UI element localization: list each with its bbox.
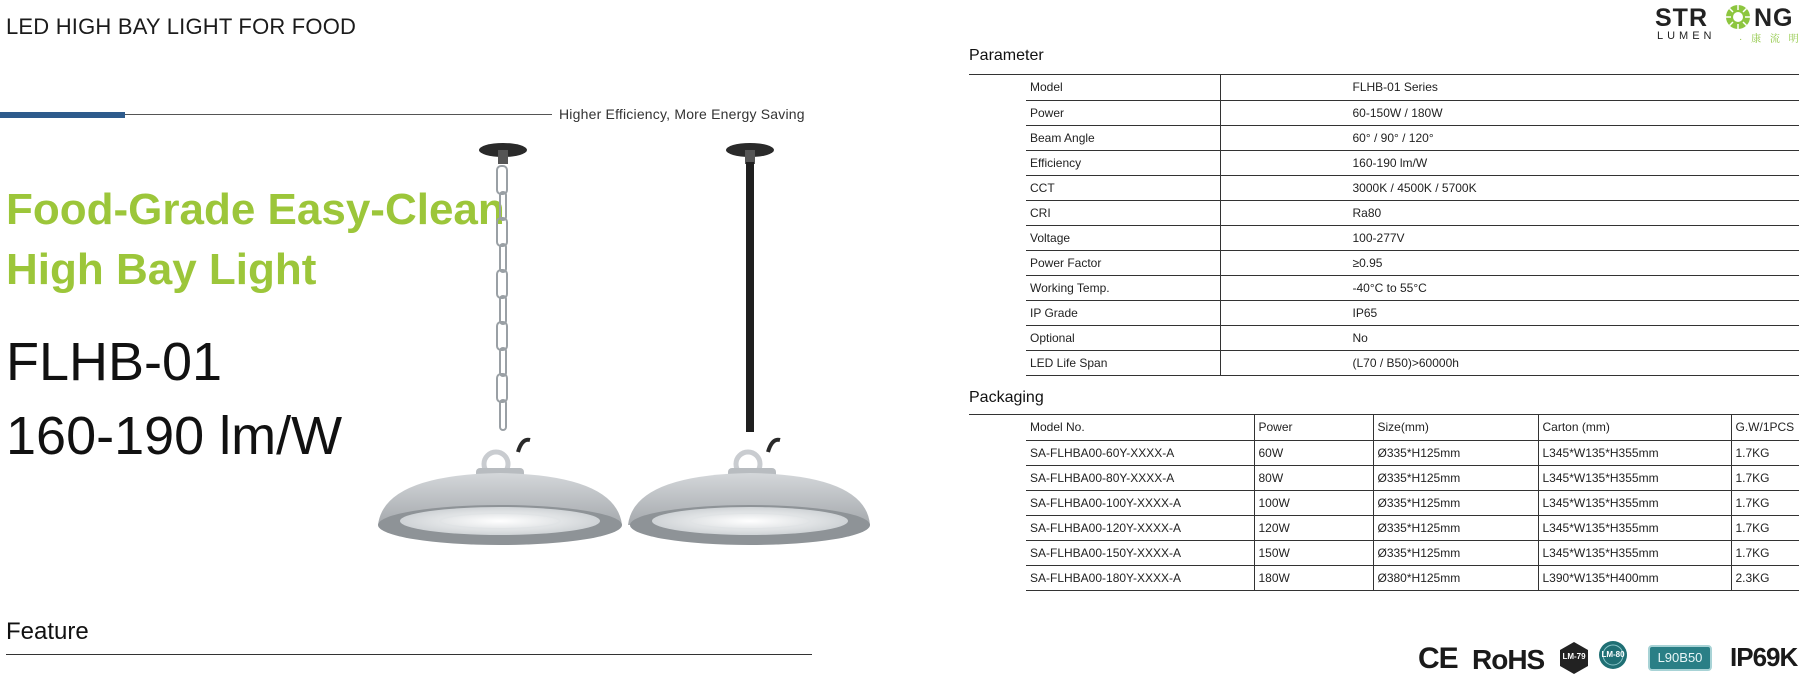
parameter-value: -40°C to 55°C xyxy=(1220,275,1799,300)
parameter-label: Power xyxy=(1026,100,1220,125)
tagline-accent-bar xyxy=(0,112,125,118)
l90b50-badge: L90B50 xyxy=(1648,645,1712,671)
packaging-cell: L345*W135*H355mm xyxy=(1538,440,1731,465)
parameter-row xyxy=(1026,125,1799,150)
parameter-row xyxy=(1026,325,1799,350)
hero-model xyxy=(6,325,342,473)
brand-logo xyxy=(1655,2,1805,46)
packaging-cell: 1.7KG xyxy=(1731,540,1799,565)
packaging-cell: SA-FLHBA00-150Y-XXXX-A xyxy=(1026,540,1254,565)
parameter-row xyxy=(1026,100,1799,125)
parameter-table xyxy=(1026,75,1799,376)
ce-mark: CE xyxy=(1418,642,1458,675)
parameter-row xyxy=(1026,225,1799,250)
packaging-header-cell: Model No. xyxy=(1026,415,1254,440)
parameter-label: Efficiency xyxy=(1026,150,1220,175)
document-title: LED HIGH BAY LIGHT FOR FOOD xyxy=(6,14,357,39)
packaging-header-cell: Power xyxy=(1254,415,1373,440)
brand-sub-cn: · 康 流 明 xyxy=(1739,34,1802,45)
parameter-label: Power Factor xyxy=(1026,250,1220,275)
packaging-cell: Ø335*H125mm xyxy=(1373,515,1538,540)
packaging-row xyxy=(1026,515,1799,540)
parameter-value: No xyxy=(1220,325,1799,350)
rohs-mark: RoHS xyxy=(1472,644,1545,675)
parameter-row xyxy=(1026,350,1799,375)
packaging-header-cell: G.W/1PCS xyxy=(1731,415,1799,440)
parameter-row xyxy=(1026,150,1799,175)
packaging-title: Packaging xyxy=(969,389,1044,406)
parameter-value: 160-190 lm/W xyxy=(1220,150,1799,175)
packaging-cell: SA-FLHBA00-120Y-XXXX-A xyxy=(1026,515,1254,540)
brand-sub: LUMEN xyxy=(1657,30,1716,42)
efficiency-value: 160-190 lm/W xyxy=(6,406,343,466)
parameter-row xyxy=(1026,300,1799,325)
packaging-cell: Ø335*H125mm xyxy=(1373,440,1538,465)
hero-headline-line1: Food-Grade Easy-Clean xyxy=(6,185,505,234)
packaging-cell: SA-FLHBA00-80Y-XXXX-A xyxy=(1026,465,1254,490)
packaging-cell: 60W xyxy=(1254,440,1373,465)
parameter-value: 60-150W / 180W xyxy=(1220,100,1799,125)
packaging-table xyxy=(1026,415,1799,591)
parameter-value: (L70 / B50)>60000h xyxy=(1220,350,1799,375)
packaging-cell: L345*W135*H355mm xyxy=(1538,515,1731,540)
parameter-label: Optional xyxy=(1026,325,1220,350)
product-image xyxy=(370,140,870,560)
packaging-cell: 120W xyxy=(1254,515,1373,540)
packaging-header-row xyxy=(1026,415,1799,440)
packaging-cell: 1.7KG xyxy=(1731,465,1799,490)
tagline: Higher Efficiency, More Energy Saving xyxy=(559,106,805,122)
parameter-row xyxy=(1026,200,1799,225)
lm79-badge xyxy=(1558,642,1590,674)
parameter-value: Ra80 xyxy=(1220,200,1799,225)
packaging-cell: Ø335*H125mm xyxy=(1373,490,1538,515)
feature-rule xyxy=(6,654,812,655)
parameter-table-body xyxy=(1026,75,1799,375)
parameter-value: IP65 xyxy=(1220,300,1799,325)
packaging-row xyxy=(1026,540,1799,565)
parameter-row xyxy=(1026,275,1799,300)
packaging-row xyxy=(1026,565,1799,590)
packaging-cell: 1.7KG xyxy=(1731,440,1799,465)
parameter-title: Parameter xyxy=(969,47,1044,64)
packaging-cell: 1.7KG xyxy=(1731,490,1799,515)
ip69k-mark: IP69K xyxy=(1730,642,1798,672)
packaging-row xyxy=(1026,440,1799,465)
packaging-table-body xyxy=(1026,440,1799,590)
sun-icon xyxy=(1724,3,1752,31)
lm79-label: LM-79 xyxy=(1562,652,1586,661)
brand-name-left: STR xyxy=(1655,4,1708,32)
parameter-row xyxy=(1026,75,1799,100)
model-name: FLHB-01 xyxy=(6,332,223,392)
parameter-label: CCT xyxy=(1026,175,1220,200)
packaging-row xyxy=(1026,465,1799,490)
light-with-chain xyxy=(378,143,622,545)
packaging-cell: L345*W135*H355mm xyxy=(1538,540,1731,565)
parameter-label: CRI xyxy=(1026,200,1220,225)
packaging-cell: 2.3KG xyxy=(1731,565,1799,590)
feature-title: Feature xyxy=(6,618,89,645)
packaging-header-cell: Size(mm) xyxy=(1373,415,1538,440)
packaging-header-cell: Carton (mm) xyxy=(1538,415,1731,440)
packaging-cell: Ø380*H125mm xyxy=(1373,565,1538,590)
packaging-cell: Ø335*H125mm xyxy=(1373,540,1538,565)
parameter-row xyxy=(1026,250,1799,275)
packaging-cell: 150W xyxy=(1254,540,1373,565)
packaging-cell: SA-FLHBA00-100Y-XXXX-A xyxy=(1026,490,1254,515)
parameter-label: Voltage xyxy=(1026,225,1220,250)
lm80-label: LM-80 xyxy=(1601,650,1625,659)
parameter-value: FLHB-01 Series xyxy=(1220,75,1799,100)
packaging-cell: 1.7KG xyxy=(1731,515,1799,540)
packaging-row xyxy=(1026,490,1799,515)
packaging-cell: Ø335*H125mm xyxy=(1373,465,1538,490)
hero-headline-line2: High Bay Light xyxy=(6,245,317,294)
lm80-badge xyxy=(1598,640,1628,672)
parameter-label: Beam Angle xyxy=(1026,125,1220,150)
parameter-label: Model xyxy=(1026,75,1220,100)
light-with-rod xyxy=(628,143,870,545)
packaging-cell: 100W xyxy=(1254,490,1373,515)
brand-name-right: NG xyxy=(1754,4,1794,32)
parameter-row xyxy=(1026,175,1799,200)
packaging-cell: L345*W135*H355mm xyxy=(1538,490,1731,515)
parameter-value: 3000K / 4500K / 5700K xyxy=(1220,175,1799,200)
certification-badges xyxy=(1418,640,1804,676)
parameter-value: 60° / 90° / 120° xyxy=(1220,125,1799,150)
packaging-cell: 180W xyxy=(1254,565,1373,590)
packaging-cell: 80W xyxy=(1254,465,1373,490)
parameter-label: IP Grade xyxy=(1026,300,1220,325)
packaging-cell: SA-FLHBA00-60Y-XXXX-A xyxy=(1026,440,1254,465)
packaging-cell: SA-FLHBA00-180Y-XXXX-A xyxy=(1026,565,1254,590)
parameter-value: 100-277V xyxy=(1220,225,1799,250)
packaging-cell: L345*W135*H355mm xyxy=(1538,465,1731,490)
parameter-label: Working Temp. xyxy=(1026,275,1220,300)
parameter-label: LED Life Span xyxy=(1026,350,1220,375)
parameter-value: ≥0.95 xyxy=(1220,250,1799,275)
packaging-cell: L390*W135*H400mm xyxy=(1538,565,1731,590)
